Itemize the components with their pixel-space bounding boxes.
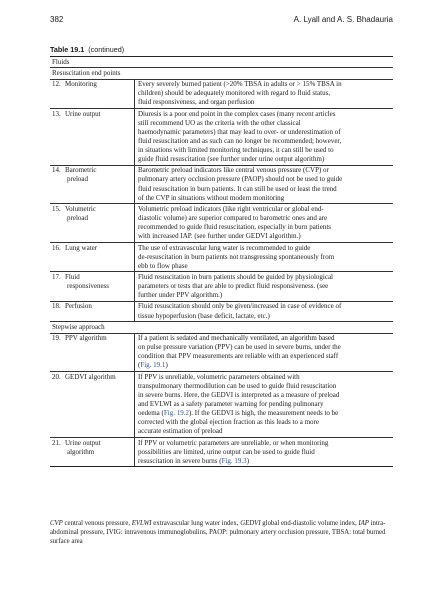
row-name-cell [50,437,135,466]
row-description-cell [135,301,394,321]
table-row [50,79,393,108]
footnote-text: extravascular lung water index, [151,520,241,527]
row-description-cell [135,272,394,301]
row-name-line [52,175,132,184]
row-name-line [52,214,132,223]
footnote-text: central venous pressure, [62,520,132,527]
description-line: transpulmonary thermodilution can be used to guide fluid resuscitation [138,381,337,390]
description-line: Barometric preload indicators like central venous pressure (CVP) or [138,166,329,175]
description-line: possibilities are limited, urine output can be used to guide fluid [138,447,315,456]
row-name: PPV algorithm [65,334,107,343]
row-name-line [52,334,132,343]
description-line: parameters or tests that are able to predict fluid responsiveness. (see [138,282,329,291]
row-name: Barometric [65,166,97,175]
row-name-cell [50,165,135,204]
row-name-cell [50,372,135,438]
section-row-fluids [50,57,393,68]
row-number: 14. [52,166,61,175]
abbreviation: IAP [358,520,369,527]
row-description-cell [135,242,394,271]
row-name-line [52,282,132,291]
description-line [138,409,391,418]
description-line: If PPV is unreliable, volumetric parameters obtained with [138,372,300,381]
description-line: still recommend UO as the criteria with the other classical [138,118,301,127]
abbreviation: EVLWI [131,520,152,527]
row-name-cell [50,204,135,243]
row-name: preload [67,214,88,223]
abbreviation: GEDVI [240,520,261,527]
row-description-cell [135,165,394,204]
description-line: If PPV or volumetric parameters are unreliable, or when monitoring [138,438,329,447]
table-row [50,109,393,166]
row-number: 16. [52,243,61,252]
paren: ) [165,361,168,370]
table-row [50,272,393,301]
row-name: responsiveness [67,282,109,291]
description-line: Every severely burned patient (>20% TBSA in adults or > 15% TBSA in [138,80,342,89]
figure-link: Fig. 19.2 [163,409,189,418]
row-number: 15. [52,204,61,213]
row-description-cell [135,333,394,372]
row-description-cell [135,109,394,166]
description-line: ebb to flow phase [138,261,188,270]
row-name: GEDVI algorithm [65,372,116,381]
description-line: pulmonary artery occlusion pressure (PAOP) should not be used to guide [138,175,343,184]
description-line: of the CVP in situations without modern monitoring [138,193,285,202]
table-label: Table 19.1 [50,45,85,54]
row-number: 13. [52,109,61,118]
section-row-stepwise [50,322,393,333]
row-number: 21. [52,438,61,447]
section-label: Stepwise approach [50,322,393,333]
row-name: Fluid [65,272,80,281]
row-name-line [52,373,132,382]
table-caption-note: (continued) [88,45,125,54]
description-line: with increased IAP. (see further under GEDVI algorithm.) [138,232,301,241]
description-line: fluid responsiveness, and organ perfusion [138,98,255,107]
guidelines-table [50,56,393,467]
description-line: on pulse pressure variation (PPV) can be used in severe burns, under the [138,343,341,352]
row-name-cell [50,272,135,301]
description-line [138,361,391,370]
figure-link: Fig. 19.3 [221,456,247,465]
row-name-line [52,205,132,214]
row-description-cell [135,204,394,243]
row-name-line [52,244,132,253]
table-row [50,165,393,204]
description-line: diastolic volume) are superior compared to barometric ones and are [138,214,328,223]
description-line: accurate estimation of preload [138,427,223,436]
row-name: Volumetric [65,204,96,213]
table-caption [50,45,124,54]
description-line: fluid resuscitation in burn patients. It can still be used or least the trend [138,184,337,193]
row-name: Urine output [65,438,101,447]
description-line: The use of extravascular lung water is recommended to guide [138,243,311,252]
figure-link: Fig. 19.1 [140,361,166,370]
text: oedema ( [138,409,164,418]
row-name-cell [50,301,135,321]
row-number: 19. [52,334,61,343]
table-row [50,242,393,271]
footnote-text: intra-abdominal pressure, IVIG: intravenous immunoglobulins, PAOP: pulmonary artery occlusion pressure, TBSA: total burned surface area [50,520,386,545]
text: ) [246,456,250,465]
text: resuscitation in severe burns ( [138,456,222,465]
row-name-line [52,448,132,457]
footnote-text: global end-diastolic volume index, [260,520,359,527]
description-line: corrected with the global ejection fraction as this leads to a more [138,418,319,427]
text: ). If the GEDVI is high, the measurement needs to be [188,409,339,418]
description-line: If a patient is sedated and mechanically ventilated, an algorithm based [138,334,335,343]
table-row [50,333,393,372]
row-name: Monitoring [65,80,97,89]
description-line: guide fluid resuscitation (see further under urine output algorithm) [138,155,325,164]
table-row [50,372,393,438]
table-footnote [50,519,393,546]
row-name-line [52,302,132,311]
row-name-cell [50,79,135,108]
description-line: fluid resuscitation and as such can no longer be recommended; however, [138,136,342,145]
description-line: and EVLWI as a safety parameter warning for pending pulmonary [138,399,324,408]
section-label: Fluids [50,57,393,68]
row-name-line [52,166,132,175]
description-line: haemodynamic parameters) that may lead to over- or underestimation of [138,127,341,136]
description-line: de-resuscitation in burn patients not transgressing spontaneously from [138,252,335,261]
row-number: 20. [52,372,61,381]
page-number: 382 [50,15,64,24]
row-description-cell [135,79,394,108]
description-line: in severe burns. Here, the GEDVI is interpreted as a measure of preload [138,390,340,399]
row-name: Urine output [65,109,101,118]
row-name-line [52,273,132,282]
description-line: Fluid resuscitation in burn patients should be guided by physiological [138,272,334,281]
description-line: Fluid resuscitation should only be given/increased in case of evidence of [138,302,342,311]
description-line: Volumetric preload indicators (like right ventricular or global end- [138,204,324,213]
row-number: 12. [52,80,61,89]
description-line: condition that PPV measurements are reliable with an experienced staff [138,352,339,361]
row-number: 17. [52,272,61,281]
row-name-cell [50,109,135,166]
table-row [50,437,393,466]
row-number: 18. [52,302,61,311]
table-row [50,301,393,321]
description-line [138,457,391,466]
row-name-cell [50,242,135,271]
section-label: Resuscitation end points [50,68,393,79]
row-name-line [52,80,132,89]
row-name-line [52,439,132,448]
table-row [50,204,393,243]
row-name: Perfusion [65,302,92,311]
row-name-cell [50,333,135,372]
description-line: Diuresis is a poor end point in the complex cases (many recent articles [138,109,336,118]
row-description-cell [135,372,394,438]
section-row-resuscitation [50,68,393,79]
table-body [50,57,393,467]
running-authors: A. Lyall and A. S. Bhadauria [293,15,393,24]
row-name: algorithm [67,447,95,456]
abbreviation: CVP [50,520,63,527]
description-line: further under PPV algorithm.) [138,291,223,300]
row-name: Lung water [65,243,98,252]
running-header [50,15,393,27]
description-line: recommended to guide fluid resuscitation, especially in burn patients [138,223,332,232]
description-line: in situations with limited monitoring techniques, it can still be used to [138,146,334,154]
row-name: preload [67,175,88,184]
row-name-line [52,110,132,119]
row-description-cell [135,437,394,466]
paren: ( [138,361,141,370]
description-line: tissue hypoperfusion (base deficit, lactate, etc.) [138,311,270,320]
description-line: children) should be adequately monitored with regard to fluid status, [138,89,331,98]
